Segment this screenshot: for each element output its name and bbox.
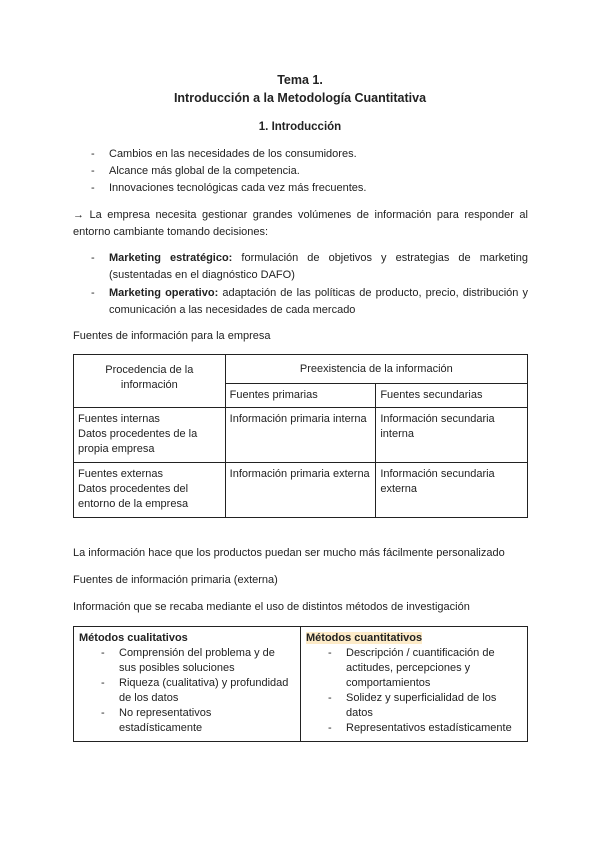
- origin-header: Procedencia de la información: [74, 355, 226, 408]
- dash-bullet: -: [101, 707, 105, 719]
- dash-bullet: -: [91, 148, 95, 160]
- qualitative-cell: [74, 627, 301, 742]
- quantitative-title: Métodos cuantitativos: [306, 632, 423, 644]
- secondary-header: Fuentes secundarias: [376, 384, 528, 408]
- dash-bullet: -: [101, 677, 105, 689]
- methods-intro: Información que se recaba mediante el uso de distintos métodos de investigación: [73, 601, 470, 613]
- list-item: - Alcance más global de la competencia.: [91, 163, 531, 180]
- dash-bullet: -: [91, 182, 95, 194]
- list-item: - Marketing estratégico: formulación de objetivos y estrategias de marketing (sustentadas en el diagnóstico DAFO): [91, 252, 528, 281]
- table-row: [74, 463, 528, 518]
- info-sources-table: [73, 354, 528, 518]
- quantitative-list: [306, 646, 522, 736]
- personalized-text: La información hace que los productos puedan ser mucho más fácilmente personalizado: [73, 547, 505, 559]
- list-item: - Marketing operativo: adaptación de las políticas de producto, precio, distribución y comunicación a las necesidades de cada mercado: [91, 287, 529, 316]
- list-item: - Descripción / cuantificación de actitudes, percepciones y comportamientos: [328, 647, 495, 689]
- list-item: - Innovaciones tecnológicas cada vez más frecuentes.: [91, 180, 531, 197]
- methods-table: [73, 626, 528, 742]
- marketing-list: [91, 250, 528, 320]
- origin-cell: Fuentes externas Datos procedentes del entorno de la empresa: [74, 463, 226, 518]
- secondary-cell: Información secundaria externa: [376, 463, 528, 518]
- dash-bullet: -: [91, 287, 95, 299]
- changes-list: [91, 146, 531, 197]
- secondary-cell: Información secundaria interna: [376, 408, 528, 463]
- dash-bullet: -: [328, 647, 332, 659]
- list-item: - Representativos estadísticamente: [328, 722, 512, 734]
- table-row: [74, 408, 528, 463]
- qualitative-list: [79, 646, 295, 736]
- dash-bullet: -: [328, 692, 332, 704]
- primary-cell: Información primaria externa: [225, 463, 376, 518]
- topic-number: Tema 1.: [277, 73, 323, 87]
- list-item: - Comprensión del problema y de sus posibles soluciones: [101, 647, 275, 674]
- qualitative-title: Métodos cualitativos: [79, 632, 188, 644]
- origin-cell: Fuentes internas Datos procedentes de la propia empresa: [74, 408, 226, 463]
- page-title: Introducción a la Metodología Cuantitativa: [173, 91, 427, 105]
- dash-bullet: -: [91, 252, 95, 264]
- list-item: - Solidez y superficialidad de los datos: [328, 692, 497, 719]
- list-item: - Riqueza (cualitativa) y profundidad de los datos: [101, 677, 289, 704]
- dash-bullet: -: [91, 165, 95, 177]
- term: Marketing estratégico:: [109, 252, 233, 264]
- primary-sources-text: Fuentes de información primaria (externa): [73, 574, 278, 586]
- list-item: - No representativos estadísticamente: [101, 707, 212, 734]
- arrow-paragraph: → La empresa necesita gestionar grandes volúmenes de información para responder al entorno cambiante tomando decisiones:: [73, 209, 528, 238]
- primary-cell: Información primaria interna: [225, 408, 376, 463]
- term: Marketing operativo:: [109, 287, 219, 299]
- primary-header: Fuentes primarias: [225, 384, 376, 408]
- dash-bullet: -: [328, 722, 332, 734]
- section-heading: 1. Introducción: [258, 121, 342, 133]
- quantitative-cell: [301, 627, 528, 742]
- dash-bullet: -: [101, 647, 105, 659]
- sources-heading: Fuentes de información para la empresa: [73, 330, 271, 342]
- preexistence-header: Preexistencia de la información: [225, 355, 527, 384]
- list-item: - Cambios en las necesidades de los consumidores.: [91, 146, 531, 163]
